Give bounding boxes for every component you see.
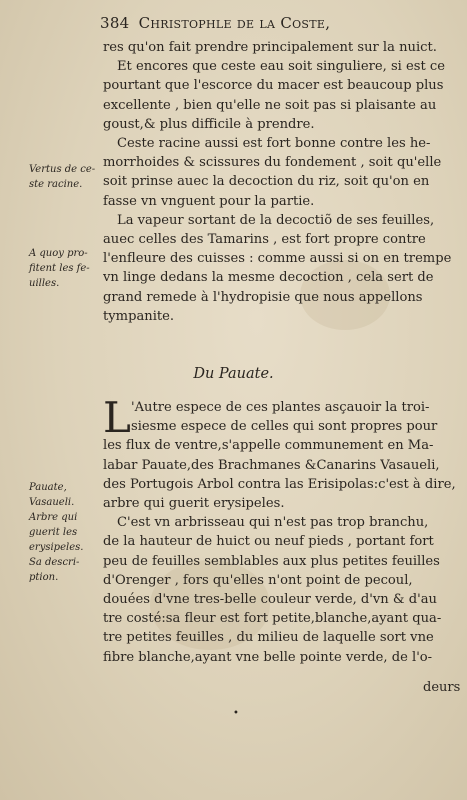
text-line: auec celles des Tamarins , est fort propre contre	[103, 232, 426, 248]
body-text	[103, 38, 457, 326]
margin-note-line: guerit les	[29, 527, 78, 538]
text-line: res qu'on fait prendre principalement sur la nuict.	[103, 40, 437, 55]
margin-note-line: Sa descri-	[29, 557, 80, 568]
text-line: l'enfleure des cuisses : comme aussi si on en trempe	[103, 251, 452, 267]
page-header	[100, 14, 330, 32]
margin-note	[29, 246, 97, 291]
text-line: soit prinse auec la decoction du riz, soit qu'on en	[103, 174, 430, 190]
text-line: arbre qui guerit erysipeles.	[103, 496, 285, 512]
margin-note-line: A quoy pro-	[29, 248, 88, 259]
section-heading: Du Pauate.	[193, 366, 274, 382]
running-title: Christophle de la Coste,	[138, 14, 331, 32]
text-line: tre petites feuilles , du milieu de laquelle sort vne	[103, 630, 434, 646]
margin-note-line: ption.	[29, 572, 59, 583]
text-line: des Portugois Arbol contra las Erisipolas:c'est à dire,	[103, 476, 456, 492]
text-line: les flux de ventre,s'appelle communement en Ma-	[103, 438, 434, 454]
margin-note-line: Vasaueli.	[29, 497, 75, 508]
text-line: C'est vn arbrisseau qui n'est pas trop branchu,	[117, 515, 429, 531]
text-line: pourtant que l'escorce du macer est beaucoup plus	[103, 78, 444, 94]
text-line: excellente , bien qu'elle ne soit pas si plaisante au	[103, 97, 437, 113]
text-line: peu de feuilles semblables aux plus petites feuilles	[103, 553, 440, 569]
text-line: d'Orenger , fors qu'elles n'ont point de pecoul,	[103, 572, 413, 588]
margin-note-line: uilles.	[29, 278, 60, 289]
text-line: douées d'vne tres-belle couleur verde, d'vn & d'au	[103, 592, 437, 608]
margin-note-line: fitent les fe-	[29, 263, 90, 274]
text-line: La vapeur sortant de la decoctiõ de ses feuilles,	[117, 212, 435, 228]
text-line: Et encores que ceste eau soit singuliere, si est ce	[117, 59, 445, 75]
text-line: siesme espece de celles qui sont propres pour	[131, 419, 438, 435]
text-line: 'Autre espece de ces plantes asçauoir la troi-	[131, 400, 430, 415]
text-line: Ceste racine aussi est fort bonne contre les he-	[117, 136, 431, 152]
printer-mark: •	[233, 708, 239, 719]
text-line: fasse vn vnguent pour la partie.	[103, 193, 315, 209]
text-line: tre costé:sa fleur est fort petite,blanche,ayant qua-	[103, 611, 442, 627]
margin-note-line: Pauate,	[29, 482, 67, 493]
margin-note-line: ste racine.	[29, 179, 83, 190]
page-number: 384	[100, 14, 130, 32]
text-line: labar Pauate,des Brachmanes &Canarins Vasaueli,	[103, 457, 440, 473]
margin-note	[29, 162, 97, 192]
text-line: morrhoides & scissures du fondement , soit qu'elle	[103, 155, 442, 171]
text-line: fibre blanche,ayant vne belle pointe verde, de l'o-	[103, 649, 433, 665]
text-line: de la hauteur de huict ou neuf pieds , portant fort	[103, 534, 434, 550]
margin-note-line: erysipeles.	[29, 542, 84, 553]
margin-note-line: Arbre qui	[29, 512, 78, 523]
text-line: vn linge dedans la mesme decoction , cela sert de	[103, 270, 434, 286]
margin-note	[29, 480, 97, 585]
text-line: goust,& plus difficile à prendre.	[103, 116, 315, 132]
text-line: grand remede à l'hydropisie que nous appellons	[103, 289, 423, 305]
text-line: tympanite.	[103, 308, 175, 324]
drop-cap: L	[103, 393, 131, 442]
body-text-section	[103, 393, 457, 667]
margin-note-line: Vertus de ce-	[29, 164, 96, 175]
catchword: deurs	[423, 680, 461, 695]
